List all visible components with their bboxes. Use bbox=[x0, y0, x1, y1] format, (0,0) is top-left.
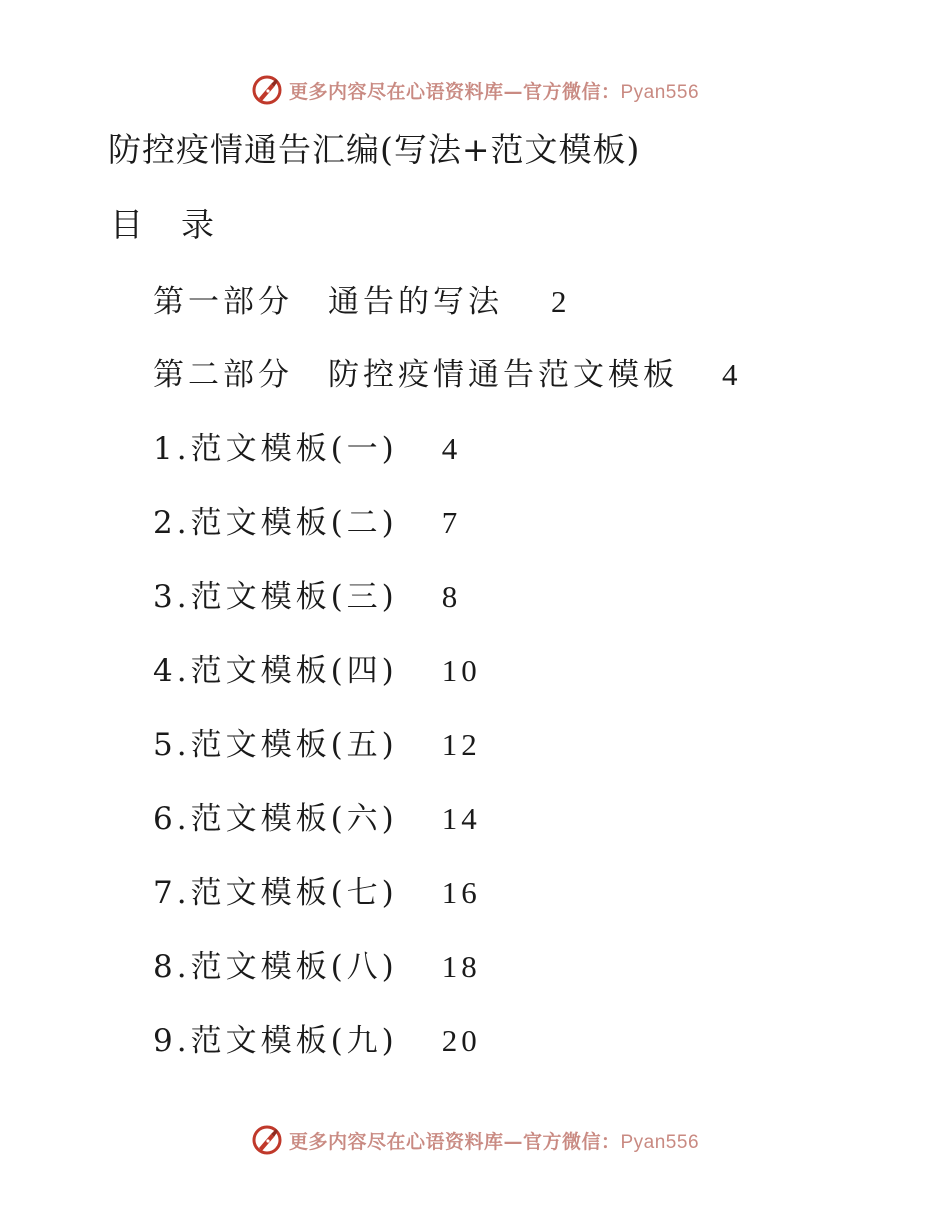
toc-entry-page: 16 bbox=[441, 875, 481, 910]
toc-entry[interactable] bbox=[153, 276, 571, 321]
toc-entry-label: 8.范文模板(八) bbox=[153, 949, 398, 985]
toc-entry[interactable] bbox=[153, 793, 481, 838]
toc-entry-label: 3.范文模板(三) bbox=[153, 579, 398, 615]
toc-heading: 目录 bbox=[110, 205, 252, 244]
toc-entry-label: 第二部分 防控疫情通告范文模板 bbox=[153, 357, 678, 393]
footer-watermark bbox=[0, 1120, 950, 1160]
toc-entry[interactable] bbox=[153, 1015, 481, 1060]
toc-entry-page: 8 bbox=[441, 579, 462, 614]
toc-entry[interactable] bbox=[153, 349, 742, 394]
header-watermark bbox=[0, 70, 950, 110]
toc-entry-page: 14 bbox=[441, 801, 481, 836]
toc-entry[interactable] bbox=[153, 423, 461, 468]
toc-entry-page: 2 bbox=[551, 284, 571, 319]
toc-entry-label: 2.范文模板(二) bbox=[153, 505, 398, 541]
toc-entry-label: 9.范文模板(九) bbox=[153, 1023, 398, 1059]
toc-entry-label: 6.范文模板(六) bbox=[153, 801, 398, 837]
toc-entry[interactable] bbox=[153, 497, 461, 542]
toc-entry[interactable] bbox=[153, 867, 481, 912]
toc-entry-page: 18 bbox=[441, 949, 481, 984]
watermark-wechat-id: Pyan556 bbox=[620, 81, 700, 103]
toc-entry[interactable] bbox=[153, 719, 481, 764]
toc-entry-label: 7.范文模板(七) bbox=[153, 875, 398, 911]
toc-entry-label: 5.范文模板(五) bbox=[153, 727, 398, 763]
toc-entry[interactable] bbox=[153, 645, 481, 690]
toc-entry-page: 4 bbox=[722, 357, 742, 392]
watermark-text: 更多内容尽在心语资料库—官方微信：Pyan556 bbox=[288, 80, 700, 103]
toc-entry-page: 12 bbox=[441, 727, 481, 762]
fountain-pen-logo-icon bbox=[251, 1124, 283, 1156]
toc-entry-page: 7 bbox=[441, 505, 462, 540]
toc-entry-label: 第一部分 通告的写法 bbox=[153, 284, 503, 320]
toc-entry-page: 10 bbox=[441, 653, 481, 688]
toc-entry-label: 1.范文模板(一) bbox=[153, 431, 398, 467]
toc-entry[interactable] bbox=[153, 571, 461, 616]
watermark-wechat-id: Pyan556 bbox=[620, 1131, 700, 1153]
toc-entry-label: 4.范文模板(四) bbox=[153, 653, 398, 689]
fountain-pen-logo-icon bbox=[251, 74, 283, 106]
document-title: 防控疫情通告汇编(写法+范文模板) bbox=[108, 130, 641, 169]
toc-entry-page: 20 bbox=[441, 1023, 481, 1058]
toc-entry[interactable] bbox=[153, 941, 481, 986]
watermark-text: 更多内容尽在心语资料库—官方微信：Pyan556 bbox=[288, 1130, 700, 1153]
toc-entry-page: 4 bbox=[441, 431, 462, 466]
